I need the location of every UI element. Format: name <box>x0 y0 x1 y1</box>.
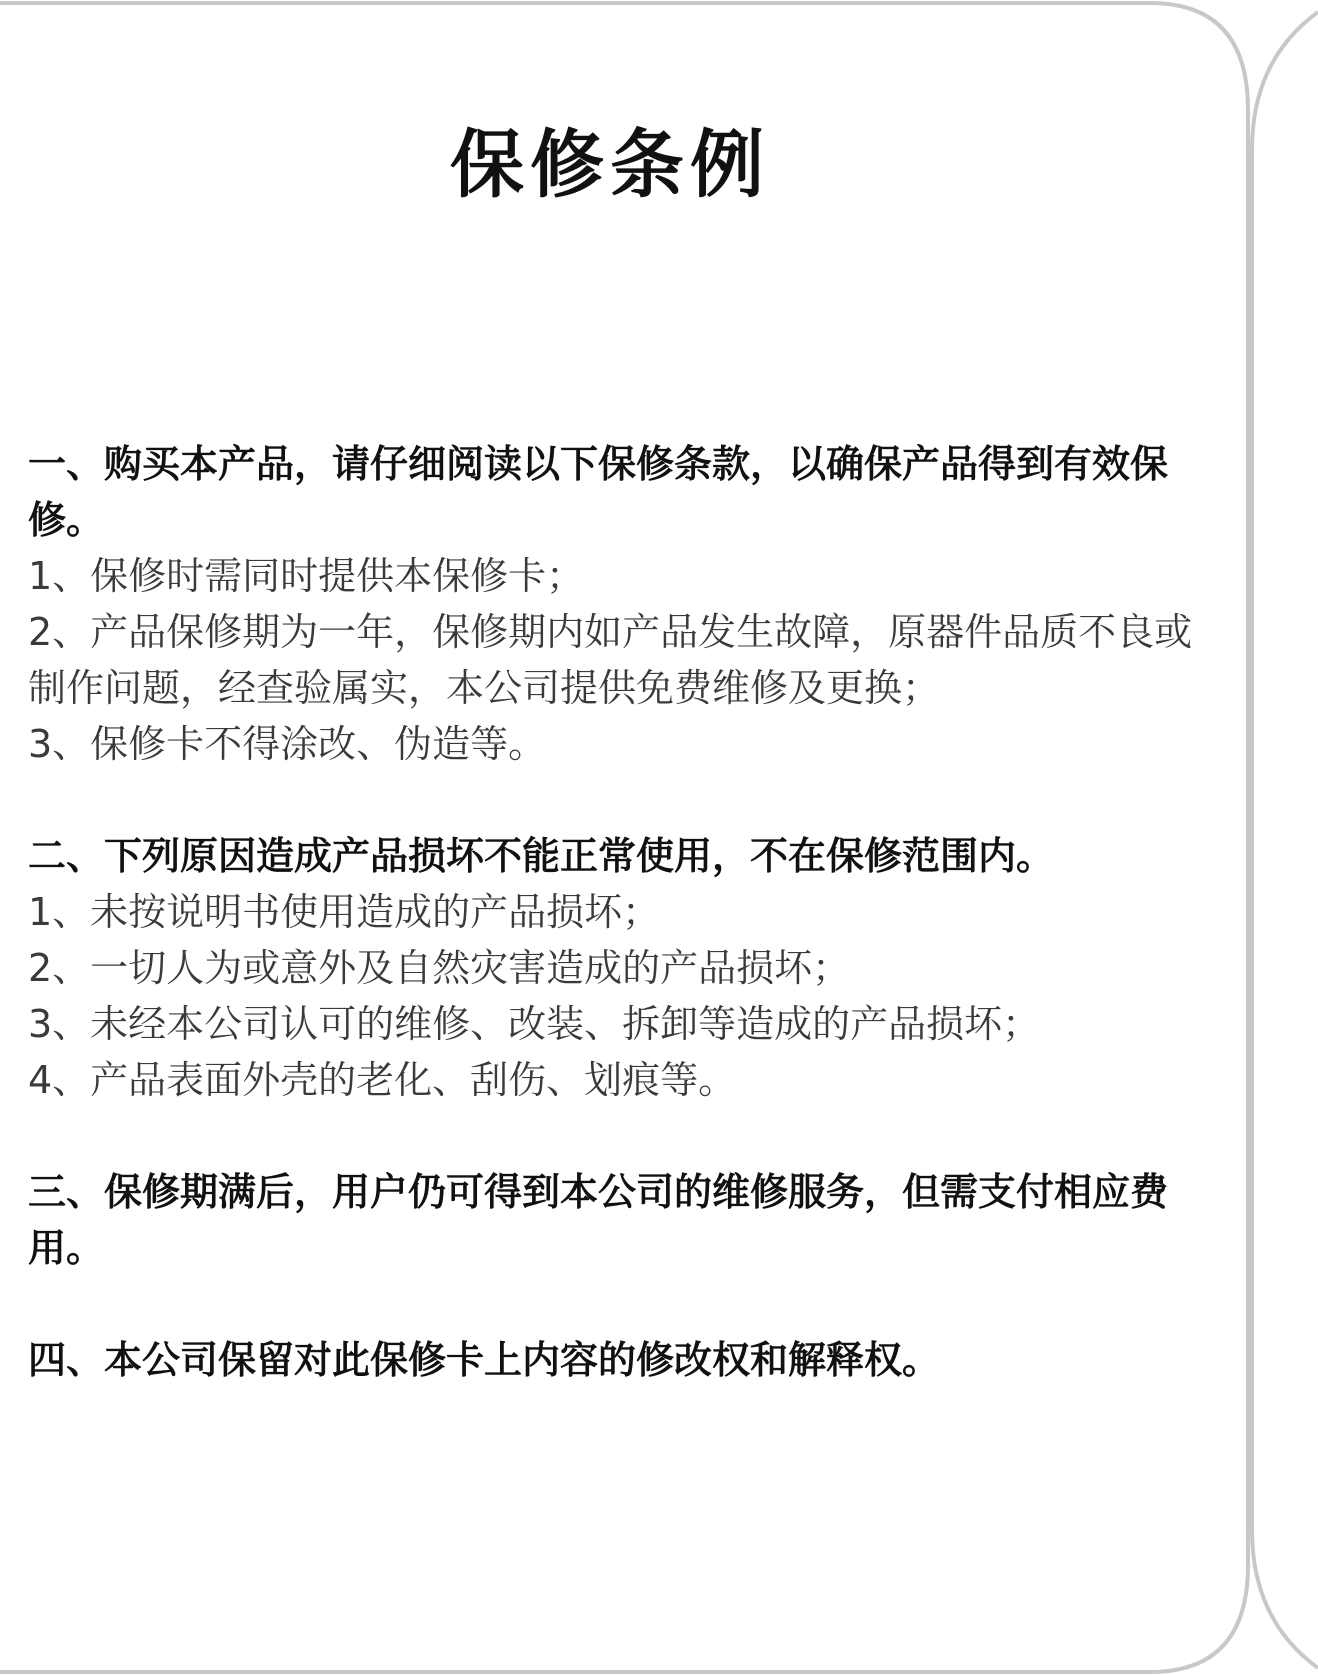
section-spacer <box>28 1108 1198 1164</box>
term-item: 1、未按说明书使用造成的产品损坏； <box>28 890 661 934</box>
section-heading: 四、本公司保留对此保修卡上内容的修改权和解释权。 <box>28 1338 941 1382</box>
term-item: 3、未经本公司认可的维修、改装、拆卸等造成的产品损坏； <box>28 1002 1041 1046</box>
term-item: 2、一切人为或意外及自然灾害造成的产品损坏； <box>28 946 851 990</box>
section-heading: 三、保修期满后，用户仍可得到本公司的维修服务，但需支付相应费用。 <box>28 1170 1169 1270</box>
section-3 <box>28 1164 1198 1276</box>
term-item: 4、产品表面外壳的老化、刮伤、划痕等。 <box>28 1058 737 1102</box>
next-card-edge <box>1252 12 1318 1668</box>
term-item: 2、产品保修期为一年，保修期内如产品发生故障，原器件品质不良或制作问题，经查验属实，本公司提供免费维修及更换； <box>28 610 1193 710</box>
section-heading: 一、购买本产品，请仔细阅读以下保修条款，以确保产品得到有效保修。 <box>28 442 1169 542</box>
warranty-terms <box>28 436 1198 1388</box>
section-2 <box>28 828 1198 1108</box>
section-1 <box>28 436 1198 772</box>
section-spacer <box>28 1276 1198 1332</box>
term-item: 1、保修时需同时提供本保修卡； <box>28 554 585 598</box>
section-heading: 二、下列原因造成产品损坏不能正常使用，不在保修范围内。 <box>28 834 1055 878</box>
page-title: 保修条例 <box>450 122 770 208</box>
section-4 <box>28 1332 1198 1388</box>
section-spacer <box>28 772 1198 828</box>
term-item: 3、保修卡不得涂改、伪造等。 <box>28 722 547 766</box>
